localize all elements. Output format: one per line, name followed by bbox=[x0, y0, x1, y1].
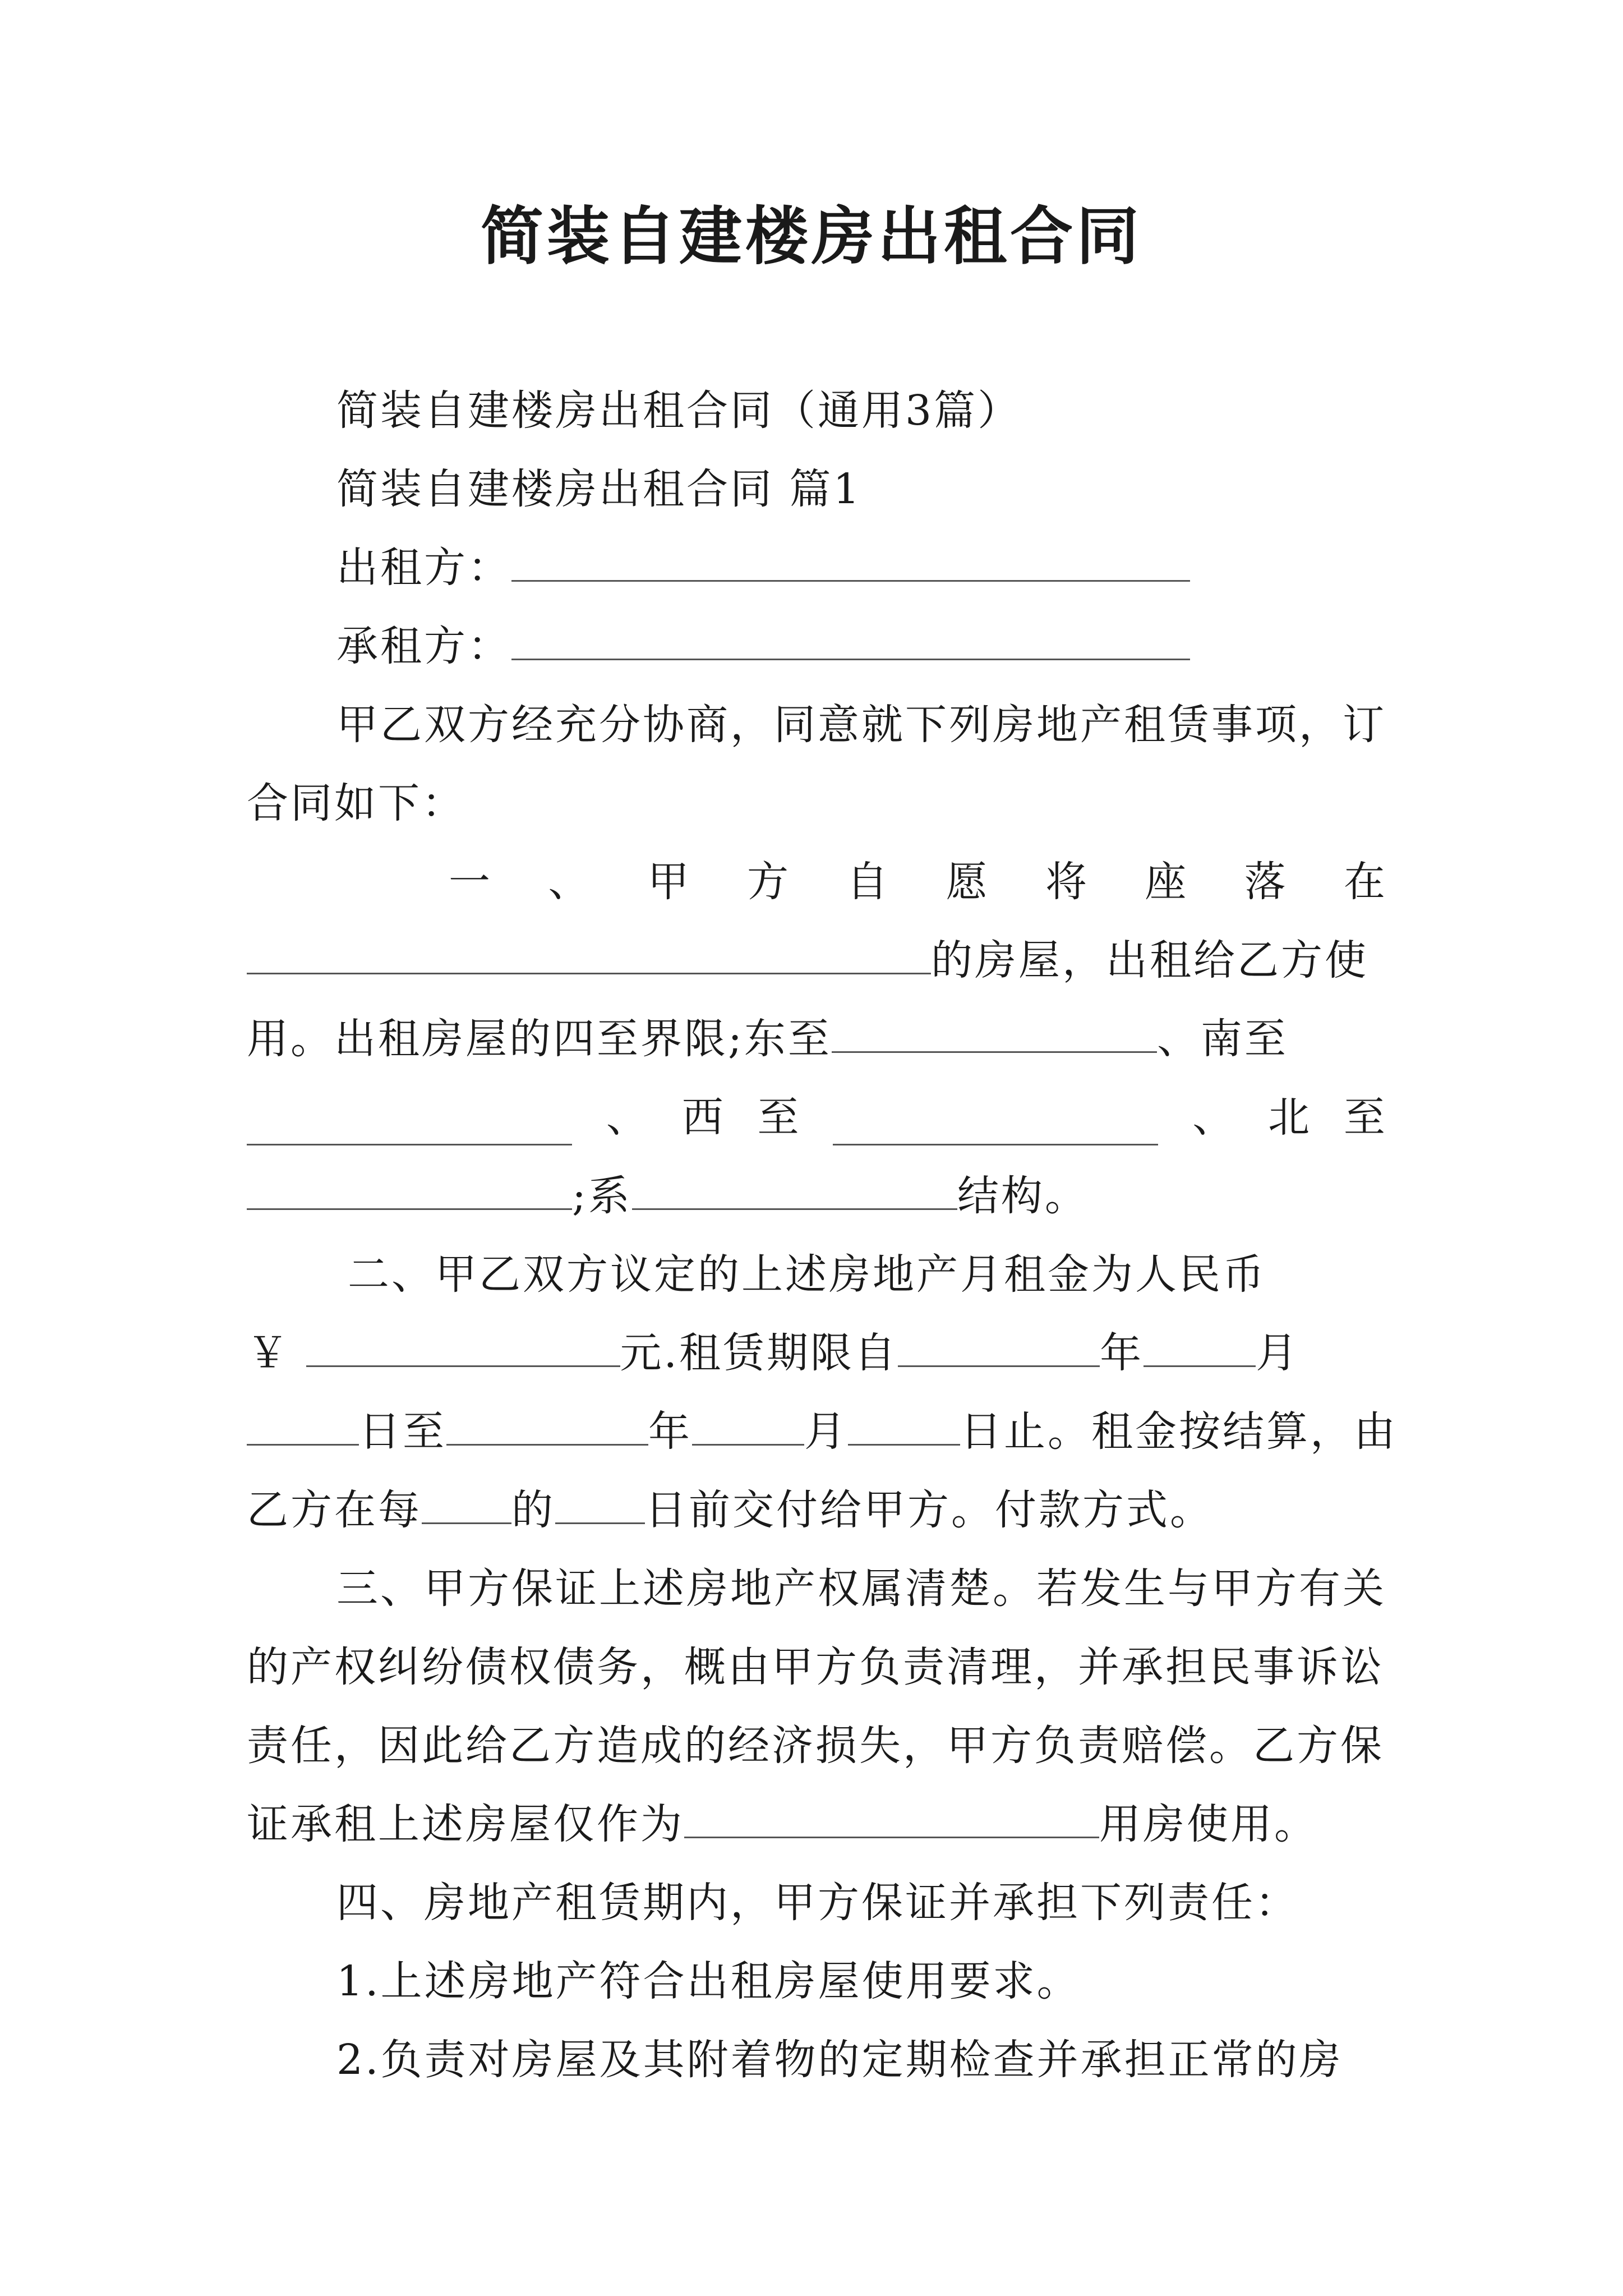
section-heading: 简装自建楼房出租合同 篇1 bbox=[336, 465, 862, 513]
end-month-blank[interactable] bbox=[692, 1404, 804, 1446]
lessee-row bbox=[336, 618, 1190, 674]
west-char-1: 西 bbox=[681, 1093, 723, 1142]
start-month-label: 月 bbox=[1256, 1329, 1300, 1377]
clause4-item1: 1.上述房地产符合出租房屋使用要求。 bbox=[336, 1957, 1081, 2005]
clause3-line4 bbox=[247, 1796, 1318, 1852]
clause1-line5-tail: 结构。 bbox=[957, 1172, 1089, 1220]
rent-amount-blank[interactable] bbox=[306, 1325, 620, 1367]
end-year-label: 年 bbox=[648, 1407, 692, 1456]
clause2-line1: 二、甲乙双方议定的上述房地产月租金为人民币 bbox=[348, 1250, 1266, 1299]
location-blank[interactable] bbox=[247, 932, 931, 974]
clause2-line4-b: 的 bbox=[511, 1486, 555, 1534]
clause1-line5 bbox=[247, 1168, 1089, 1224]
payment-period-blank[interactable] bbox=[422, 1482, 511, 1524]
west-sep: 、 bbox=[606, 1093, 648, 1142]
start-month-blank[interactable] bbox=[1144, 1325, 1256, 1367]
clause2-line4 bbox=[247, 1482, 1214, 1538]
usage-blank[interactable] bbox=[684, 1796, 1099, 1838]
clause1-line3-head: 用。出租房屋的四至界限;东至 bbox=[247, 1015, 832, 1063]
lessor-blank[interactable] bbox=[511, 540, 1190, 582]
clause1-char: 落 bbox=[1244, 858, 1286, 906]
north-sep: 、 bbox=[1192, 1093, 1234, 1142]
clause2-line4-a: 乙方在每 bbox=[247, 1486, 422, 1534]
intro-line-2: 合同如下： bbox=[247, 779, 465, 827]
clause1-line1 bbox=[449, 854, 1385, 910]
clause1-line3 bbox=[247, 1011, 1288, 1067]
structure-blank[interactable] bbox=[632, 1168, 957, 1210]
lessor-label: 出租方： bbox=[336, 544, 511, 592]
clause2-line2-a: 元.租赁期限自 bbox=[620, 1329, 898, 1377]
clause3-line1: 三、甲方保证上述房地产权属清楚。若发生与甲方有关 bbox=[336, 1565, 1386, 1613]
west-char-2: 至 bbox=[757, 1093, 799, 1142]
clause1-char: 在 bbox=[1343, 858, 1385, 906]
end-year-blank[interactable] bbox=[446, 1404, 648, 1446]
clause4-item2: 2.负责对房屋及其附着物的定期检查并承担正常的房 bbox=[336, 2036, 1343, 2084]
end-day-blank[interactable] bbox=[848, 1404, 960, 1446]
lessor-row bbox=[336, 540, 1190, 596]
clause2-line2 bbox=[247, 1325, 1299, 1381]
clause3-line4-b: 用房使用。 bbox=[1099, 1800, 1318, 1848]
start-year-blank[interactable] bbox=[898, 1325, 1100, 1367]
clause4-line1: 四、房地产租赁期内，甲方保证并承担下列责任： bbox=[336, 1879, 1299, 1927]
clause1-line2 bbox=[247, 932, 1368, 988]
clause1-line2-tail: 的房屋，出租给乙方使 bbox=[931, 936, 1368, 984]
start-day-blank[interactable] bbox=[247, 1404, 359, 1446]
start-year-label: 年 bbox=[1100, 1329, 1144, 1377]
intro-line-1: 甲乙双方经充分协商，同意就下列房地产租赁事项，订 bbox=[336, 701, 1386, 749]
lessee-label: 承租方： bbox=[336, 622, 511, 670]
clause2-line4-c: 日前交付给甲方。付款方式。 bbox=[645, 1486, 1214, 1534]
clause1-char: 座 bbox=[1145, 858, 1187, 906]
north-char-2: 至 bbox=[1343, 1093, 1385, 1142]
north-blank[interactable] bbox=[247, 1168, 572, 1210]
clause1-line3-mid: 、南至 bbox=[1156, 1015, 1288, 1063]
clause1-char: 一 bbox=[449, 858, 490, 906]
document-subtitle: 简装自建楼房出租合同（通用3篇） bbox=[336, 386, 1022, 435]
payment-day-blank[interactable] bbox=[555, 1482, 645, 1524]
clause2-line3-end: 日止。租金按结算，由 bbox=[960, 1407, 1398, 1456]
clause1-char: 自 bbox=[846, 858, 888, 906]
clause1-char: 、 bbox=[548, 858, 590, 906]
clause1-char: 将 bbox=[1045, 858, 1087, 906]
lessee-blank[interactable] bbox=[511, 618, 1190, 660]
west-blank[interactable] bbox=[833, 1103, 1158, 1145]
clause2-line3-a: 日至 bbox=[359, 1407, 446, 1456]
clause3-line2: 的产权纠纷债权债务，概由甲方负责清理，并承担民事诉讼 bbox=[247, 1643, 1384, 1691]
north-char-1: 北 bbox=[1268, 1093, 1310, 1142]
clause1-char: 甲 bbox=[647, 858, 689, 906]
clause1-line4 bbox=[247, 1089, 1385, 1145]
clause1-char: 愿 bbox=[946, 858, 988, 906]
clause1-char: 方 bbox=[746, 858, 789, 906]
clause3-line3: 责任，因此给乙方造成的经济损失，甲方负责赔偿。乙方保 bbox=[247, 1722, 1384, 1770]
end-month-label: 月 bbox=[804, 1407, 848, 1456]
currency-symbol: ￥ bbox=[247, 1329, 291, 1377]
south-blank[interactable] bbox=[247, 1103, 572, 1145]
document-title: 简装自建楼房出租合同 bbox=[481, 200, 1142, 273]
east-blank[interactable] bbox=[832, 1011, 1157, 1053]
clause2-line3 bbox=[247, 1404, 1398, 1460]
clause1-line5-sep: ;系 bbox=[572, 1172, 632, 1220]
clause3-line4-a: 证承租上述房屋仅作为 bbox=[247, 1800, 684, 1848]
